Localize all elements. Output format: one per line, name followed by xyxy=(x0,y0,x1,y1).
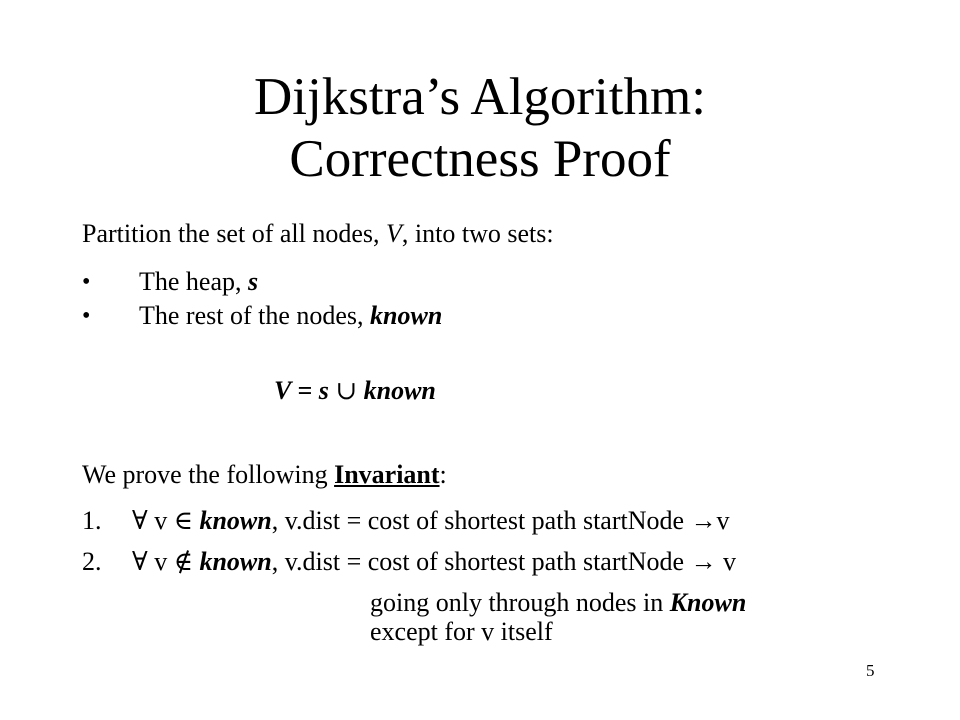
item-end: v xyxy=(716,547,737,576)
continuation-pre: going only through nodes in xyxy=(370,588,670,617)
item-2-continuation-1 xyxy=(370,588,746,618)
item-rest: , v.dist = cost of shortest path startNode xyxy=(271,506,691,535)
intro-pre: Partition the set of all nodes, xyxy=(82,219,387,248)
arrow-icon: → xyxy=(690,547,717,576)
forall-symbol: ∀ xyxy=(132,547,148,576)
equation xyxy=(274,376,436,406)
invariant-term: Invariant xyxy=(334,460,440,489)
title-line-1: Dijkstra’s Algorithm: xyxy=(254,68,706,126)
item-known: known xyxy=(192,547,272,576)
item-known: known xyxy=(192,506,272,535)
intro-line xyxy=(82,219,554,249)
item-end: v xyxy=(716,506,730,535)
invariant-intro xyxy=(82,460,447,490)
intro-set-v: V xyxy=(386,219,402,248)
bullet-term: s xyxy=(248,267,259,296)
bullet-text xyxy=(139,267,258,297)
bullet-text xyxy=(139,301,442,331)
element-of-symbol: ∈ xyxy=(173,506,193,535)
forall-symbol: ∀ xyxy=(132,506,148,535)
not-element-of-symbol: ∉ xyxy=(173,547,193,576)
item-2-continuation-2: except for v itself xyxy=(370,617,553,646)
item-var: v xyxy=(147,506,174,535)
item-rest: , v.dist = cost of shortest path startNode xyxy=(271,547,691,576)
invariant-intro-pre: We prove the following xyxy=(82,460,335,489)
continuation-term: Known xyxy=(669,588,747,617)
equation-lhs: V = s xyxy=(274,376,336,405)
slide-title xyxy=(0,66,960,190)
bullet-text-pre: The rest of the nodes, xyxy=(139,301,371,330)
bullet-symbol: • xyxy=(82,303,91,329)
item-var: v xyxy=(147,547,174,576)
bullet-text-pre: The heap, xyxy=(139,267,249,296)
equation-rhs: known xyxy=(357,376,436,405)
invariant-intro-post: : xyxy=(439,460,447,489)
union-symbol: ∪ xyxy=(335,376,358,405)
item-text xyxy=(132,506,730,536)
bullet-term: known xyxy=(370,301,443,330)
title-line-2: Correctness Proof xyxy=(289,130,671,188)
bullet-symbol: • xyxy=(82,269,91,295)
item-number: 2. xyxy=(82,547,102,576)
item-text xyxy=(132,547,736,577)
intro-post: , into two sets: xyxy=(401,219,554,248)
page-number: 5 xyxy=(866,661,875,680)
arrow-icon: → xyxy=(690,506,717,535)
item-number: 1. xyxy=(82,506,102,535)
